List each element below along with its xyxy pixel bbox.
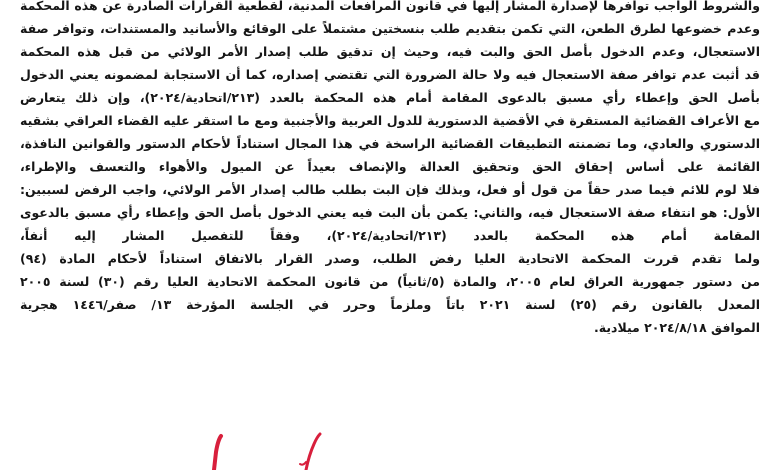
- text-line: من دستور جمهورية العراق لعام ٢٠٠٥، والمادة (٥/ثانياً) من قانون المحكمة الاتحادية العليا رقم (٣٠) لسنة ٢٠٠٥: [20, 274, 760, 289]
- text-line: الدستوري والعادي، وما تضمنته التطبيقات القضائية الراسخة في هذا المجال استناداً لأحكام الدستور والقوانين النافذة،: [20, 136, 760, 151]
- signature-stroke-center: [306, 434, 320, 470]
- text-line: المقامة أمام هذه المحكمة بالعدد (٢١٣/اتحادية/٢٠٢٤)، وفقاً للتفصيل المشار إليه أنفاً،: [20, 228, 760, 243]
- text-line: الموافق ٢٠٢٤/٨/١٨ ميلادية.: [594, 320, 760, 335]
- text-line: وعدم خضوعها لطرق الطعن، التي تكمن بتقديم طلب بنسختين مشتملاً على الوقائع والأسانيد والمستندات، وتوافر صفة: [20, 21, 760, 36]
- signature-stroke-left: [214, 436, 221, 470]
- text-line: مع الأعراف القضائية المستقرة في الأقضية الدستورية للدول العربية والأجنبية ومع ما استقر عليه القضاء العراقي بشقيه: [20, 113, 760, 128]
- text-line: والشروط الواجب توافرها لإصدارة المشار إليها في قانون المرافعات المدنية، لقطعية القرارات الصادرة عن هذه المحكمة: [20, 0, 760, 13]
- text-line: فلا لوم للائم فيما صدر حقاً من قول أو فعل، وبذلك فإن البت بطلب طالب إصدار الأمر الولائي، واجب الرفض لسببين:: [20, 182, 760, 197]
- text-line: ولما تقدم قررت المحكمة الاتحادية العليا رفض الطلب، وصدر القرار بالاتفاق استناداً لأحكام المادة (٩٤): [20, 251, 760, 266]
- text-line: المعدل بالقانون رقم (٢٥) لسنة ٢٠٢١ باتاً وملزماً وحرر في الجلسة المؤرخة ١٣/ صفر/١٤٤٦ هجرية: [20, 297, 760, 312]
- text-line: الأول: هو انتفاء صفة الاستعجال فيه، والثاني: يكمن بأن البت فيه يعني الدخول بأصل الحق وإعطاء رأي مسبق بالدعوى: [20, 205, 760, 220]
- document-body: [20, 0, 760, 339]
- text-line: الاستعجال، وعدم الدخول بأصل الحق والبت فيه، وحيث إن تدقيق طلب إصدار الأمر الولائي من قبل هذه المحكمة: [20, 44, 760, 59]
- text-line: القائمة على أساس إحقاق الحق وتحقيق العدالة والإنصاف بعيداً عن الميول والأهواء والتعسف والإطراء،: [20, 159, 760, 174]
- text-line: قد أثبت عدم توافر صفة الاستعجال فيه ولا حالة الضرورة التي تقتضي إصداره، كما أن الاستجابة لمضمونه يعني الدخول: [20, 67, 760, 82]
- signature-stroke-curve: [300, 462, 306, 465]
- text-line: بأصل الحق وإعطاء رأي مسبق بالدعوى المقامة أمام هذه المحكمة بالعدد (٢١٣/اتحادية/٢٠٢٤)، وإن ذلك يتعارض: [20, 90, 760, 105]
